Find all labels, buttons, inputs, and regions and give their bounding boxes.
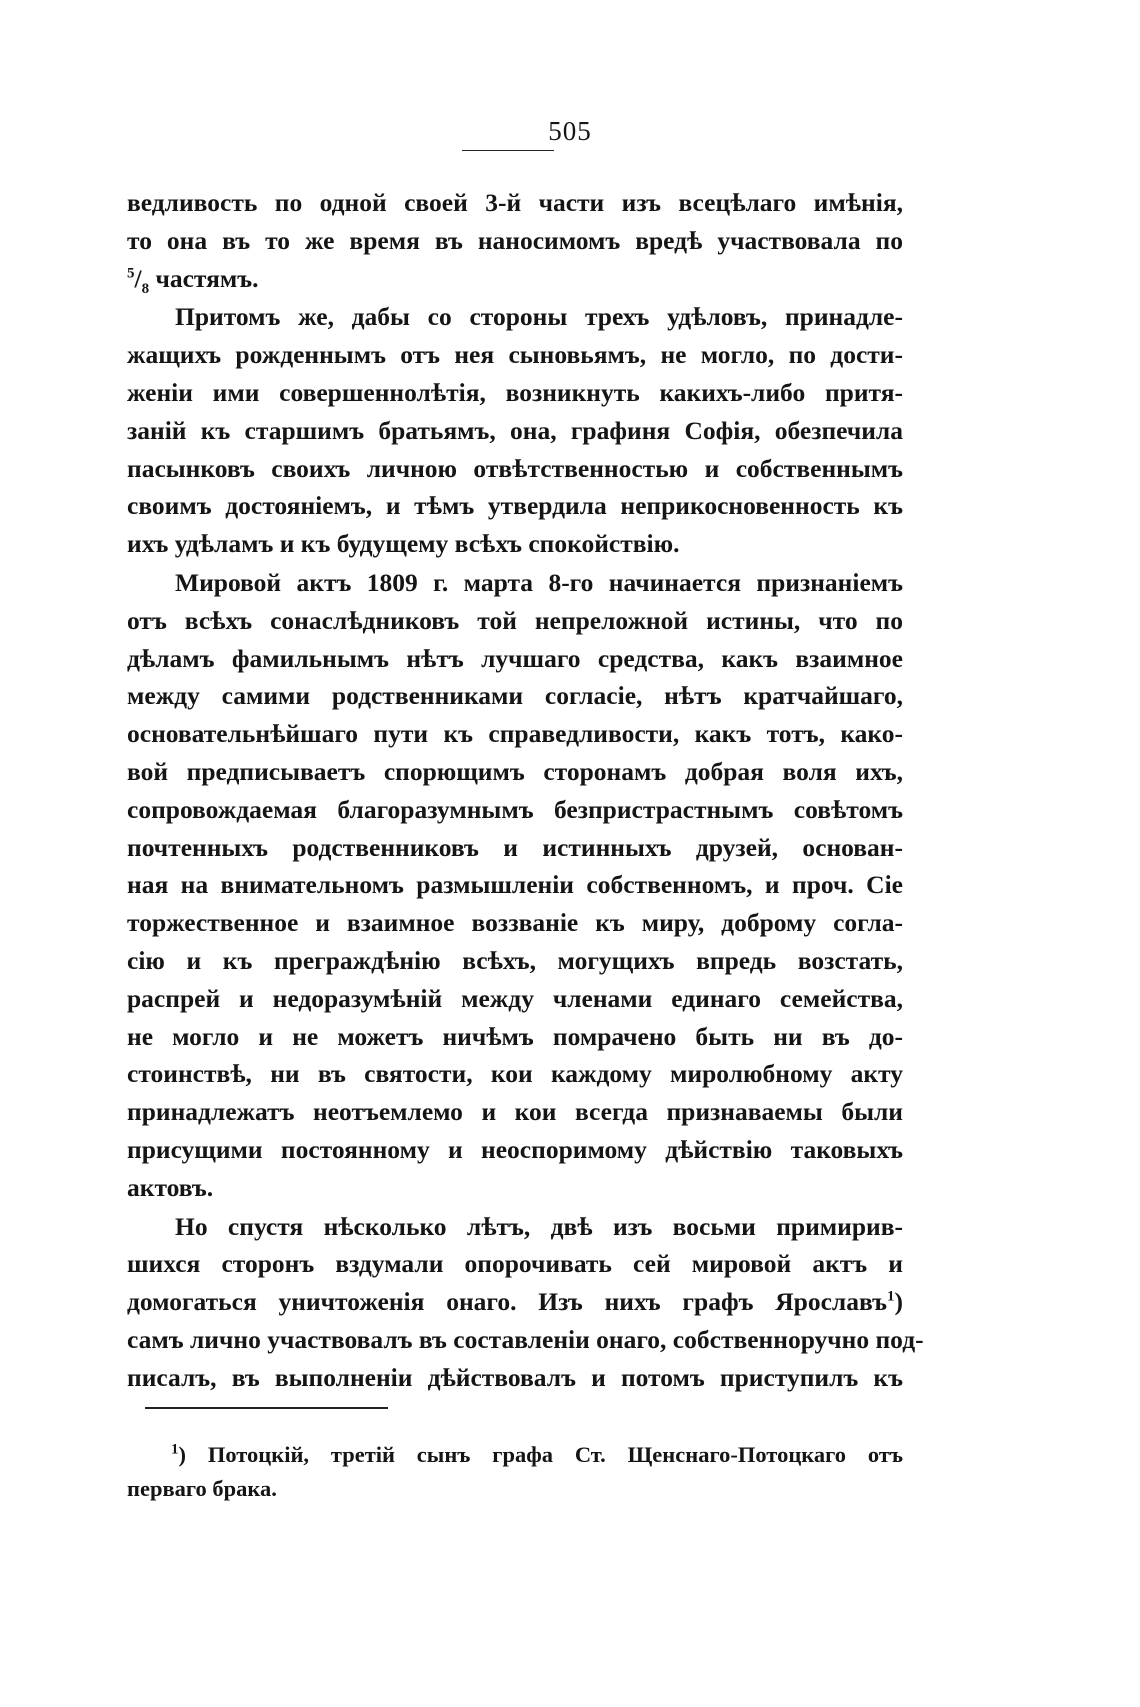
text-line: почтенныхъ родственниковъ и истинныхъ друзей, основан- — [127, 832, 903, 862]
text-line: Притомъ же, дабы со стороны трехъ удѣловъ, принадле- — [175, 302, 903, 332]
paragraph-3 — [127, 564, 903, 1207]
text-line: шихся сторонъ вздумали опорочивать сей мировой актъ и — [127, 1249, 903, 1279]
paragraph-2 — [127, 298, 903, 563]
text-line: ведливость по одной своей 3-й части изъ всецѣлаго имѣнія, — [127, 188, 903, 217]
fraction — [127, 263, 150, 297]
text-line: то она въ то же время въ наносимомъ вредѣ участвовала по — [127, 225, 903, 255]
text-line: торжественное и взаимное воззваніе къ миру, доброму согла- — [127, 908, 903, 938]
text-line: Мировой актъ 1809 г. марта 8-го начинается признаніемъ — [175, 567, 903, 597]
text-line: распрей и недоразумѣній между членами единаго семейства, — [127, 983, 903, 1013]
fraction-slash: / — [134, 263, 142, 293]
text-line: между самими родственниками согласіе, нѣтъ кратчайшаго, — [127, 681, 903, 711]
text-line: актовъ. — [127, 1172, 214, 1202]
footnote-marker: 1 — [171, 1441, 179, 1458]
text-line: присущими постоянному и неоспоримому дѣйствію таковыхъ — [127, 1134, 903, 1164]
page-number: 505 — [548, 116, 592, 146]
text-line: основательнѣйшаго пути къ справедливости, какъ тотъ, како- — [127, 719, 903, 749]
marker-line-text: домогаться уничтоженія онаго. Изъ нихъ графъ Ярославъ — [127, 1287, 887, 1317]
text-line: заній къ старшимъ братьямъ, она, графиня Софія, обезпечила — [127, 415, 903, 445]
text-line: сію и къ преграждѣнію всѣхъ, могущихъ впредь возстать, — [127, 945, 903, 975]
footnote-text: Потоцкій, третій сынъ графа Ст. Щенснаго-Потоцкаго отъ — [186, 1442, 903, 1467]
footnote-reference: 1 — [887, 1288, 895, 1305]
body-text — [127, 184, 924, 1397]
text-line — [127, 1283, 903, 1321]
text-line: писалъ, въ выполненіи дѣйствовалъ и потомъ приступилъ къ — [127, 1362, 903, 1392]
fraction-line-text: частямъ. — [149, 263, 259, 293]
text-line: пасынковъ своихъ личною отвѣтственностью и собственнымъ — [127, 453, 903, 483]
footnote-line: перваго брака. — [127, 1476, 277, 1501]
page-number-rule — [462, 150, 554, 151]
footnote-marker-paren: ) — [178, 1442, 186, 1467]
footnote-rule — [145, 1407, 388, 1409]
footnote — [127, 1438, 903, 1506]
text-line: не могло и не можетъ ничѣмъ помрачено быть ни въ до- — [127, 1021, 903, 1051]
text-line: жащихъ рожденнымъ отъ нея сыновьямъ, не могло, по дости- — [127, 340, 903, 370]
text-line: сопровождаемая благоразумнымъ безпристрастнымъ совѣтомъ — [127, 794, 903, 824]
text-line: вой предписываетъ спорющимъ сторонамъ добрая воля ихъ, — [127, 756, 903, 786]
text-line: своимъ достояніемъ, и тѣмъ утвердила неприкосновенность къ — [127, 491, 903, 521]
text-line: принадлежатъ неотъемлемо и кои всегда признаваемы были — [127, 1097, 903, 1127]
text-line: дѣламъ фамильнымъ нѣтъ лучшаго средства, какъ взаимное — [127, 643, 903, 673]
text-line: Но спустя нѣсколько лѣтъ, двѣ изъ восьми примирив- — [175, 1211, 903, 1241]
text-line: отъ всѣхъ сонаслѣдниковъ той непреложной истины, что по — [127, 605, 903, 635]
text-line: ихъ удѣламъ и къ будущему всѣхъ спокойствію. — [127, 529, 680, 559]
fraction-denominator: 8 — [141, 280, 150, 297]
footnote-reference-paren: ) — [894, 1287, 903, 1317]
text-line: самъ лично участвовалъ въ составленіи онаго, собственноручно под- — [127, 1324, 924, 1354]
text-line: женіи ими совершеннолѣтія, возникнуть какихъ-либо притя- — [127, 377, 903, 407]
text-line: стоинствѣ, ни въ святости, кои каждому миролюбному акту — [127, 1059, 903, 1089]
fraction-numerator: 5 — [127, 265, 135, 282]
text-line — [127, 260, 903, 298]
text-line: ная на внимательномъ размышленіи собственномъ, и проч. Сіе — [127, 870, 903, 900]
footnote-line — [127, 1438, 903, 1472]
paragraph-1 — [127, 184, 903, 297]
paragraph-4 — [127, 1208, 924, 1397]
